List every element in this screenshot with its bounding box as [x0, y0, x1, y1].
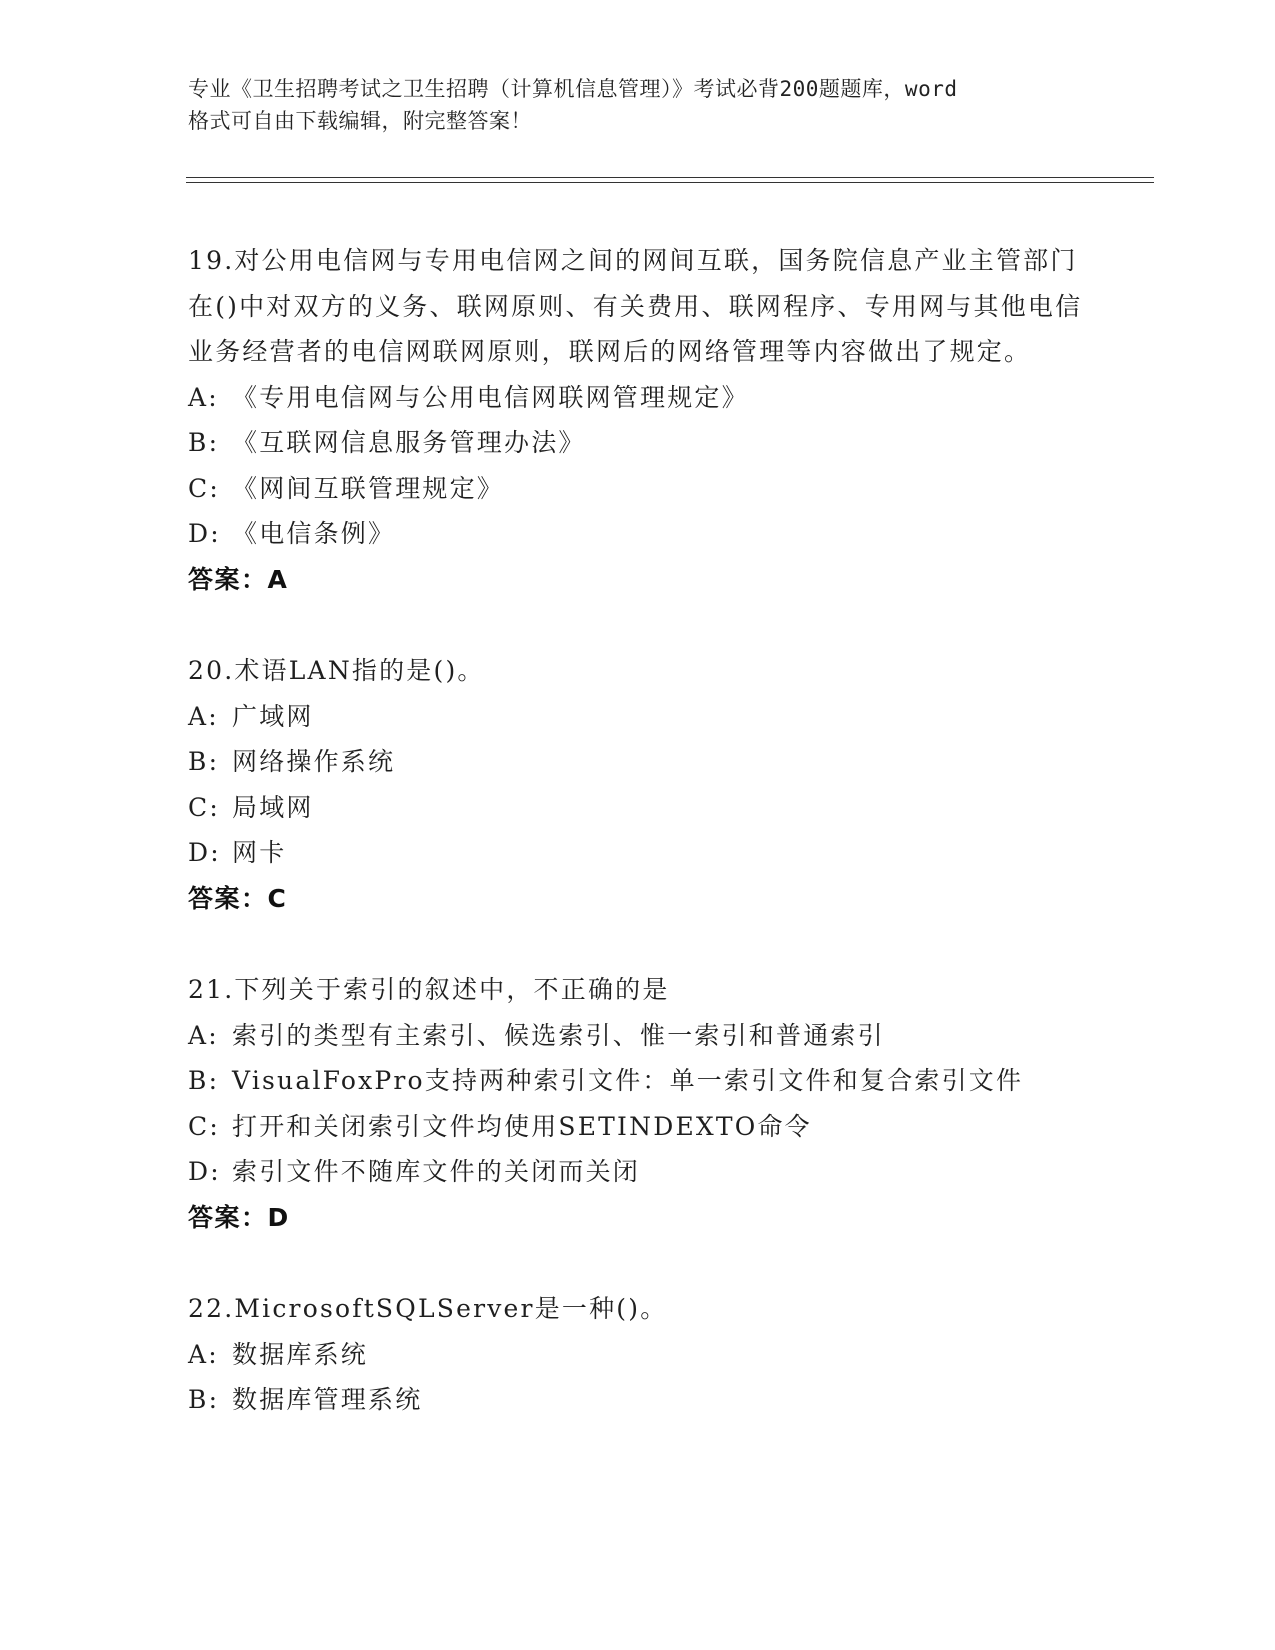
- option-text: VisualFoxPro支持两种索引文件：单一索引文件和复合索引文件: [232, 1066, 1024, 1095]
- option-letter: B:: [188, 747, 220, 776]
- option-letter: A:: [188, 1339, 219, 1369]
- option-text: 网络操作系统: [232, 747, 396, 776]
- option-letter: C:: [188, 473, 220, 503]
- question-stem: 20.术语LAN指的是()。: [188, 656, 485, 685]
- option-text: 网卡: [232, 838, 287, 867]
- option-b: [188, 739, 1088, 785]
- option-text: 数据库管理系统: [232, 1385, 423, 1414]
- option-letter: D:: [188, 838, 221, 867]
- option-letter: D:: [188, 1157, 221, 1186]
- question-stem: 19.对公用电信网与专用电信网之间的网间互联，国务院信息产业主管部门在()中对双方的义务、联网原则、有关费用、联网程序、专用网与其他电信业务经营者的电信网联网原则，联网后的网络管理等内容做出了规定。: [188, 246, 1083, 366]
- option-b: [188, 1377, 1088, 1423]
- header-title-line-1: 专业《卫生招聘考试之卫生招聘（计算机信息管理）》考试必背200题题库，word: [188, 77, 958, 101]
- header-title-line-2: 格式可自由下载编辑，附完整答案！: [188, 109, 532, 133]
- option-b: [188, 1058, 1088, 1104]
- question-22: [188, 1286, 1088, 1423]
- option-text: 广域网: [232, 701, 314, 731]
- option-text: 《网间互联管理规定》: [232, 473, 505, 503]
- option-letter: A:: [188, 1020, 219, 1050]
- question-stem: 21.下列关于索引的叙述中，不正确的是: [188, 975, 670, 1004]
- option-text: 数据库系统: [232, 1339, 369, 1369]
- option-a: [188, 694, 1088, 740]
- option-a: [188, 1332, 1088, 1378]
- document-header: [188, 73, 1088, 137]
- question-list: [188, 238, 1088, 1469]
- answer-line: 答案：D: [188, 1202, 290, 1232]
- header-divider-bottom: [186, 182, 1154, 183]
- option-text: 《电信条例》: [232, 519, 396, 548]
- question-20: [188, 648, 1088, 921]
- option-letter: C:: [188, 1111, 220, 1141]
- option-c: [188, 466, 1088, 512]
- option-a: [188, 375, 1088, 421]
- option-c: [188, 785, 1088, 831]
- option-letter: B:: [188, 1066, 220, 1095]
- option-text: 索引的类型有主索引、候选索引、惟一索引和普通索引: [232, 1020, 885, 1050]
- option-d: [188, 511, 1088, 557]
- option-c: [188, 1104, 1088, 1150]
- option-a: [188, 1013, 1088, 1059]
- answer-line: 答案：C: [188, 883, 288, 913]
- option-d: [188, 1149, 1088, 1195]
- option-text: 索引文件不随库文件的关闭而关闭: [232, 1157, 641, 1186]
- option-letter: A:: [188, 382, 219, 412]
- option-text: 《专用电信网与公用电信网联网管理规定》: [232, 382, 749, 412]
- option-letter: B:: [188, 428, 220, 457]
- question-21: [188, 967, 1088, 1240]
- option-letter: B:: [188, 1385, 220, 1414]
- header-divider-top: [186, 177, 1154, 178]
- answer-line: 答案：A: [188, 564, 289, 594]
- option-b: [188, 420, 1088, 466]
- option-text: 打开和关闭索引文件均使用SETINDEXTO命令: [232, 1111, 812, 1141]
- option-letter: D:: [188, 519, 221, 548]
- question-19: [188, 238, 1088, 602]
- option-text: 局域网: [232, 792, 314, 822]
- option-text: 《互联网信息服务管理办法》: [232, 428, 586, 457]
- option-letter: A:: [188, 701, 219, 731]
- question-stem: 22.MicrosoftSQLServer是一种()。: [188, 1294, 668, 1323]
- option-letter: C:: [188, 792, 220, 822]
- option-d: [188, 830, 1088, 876]
